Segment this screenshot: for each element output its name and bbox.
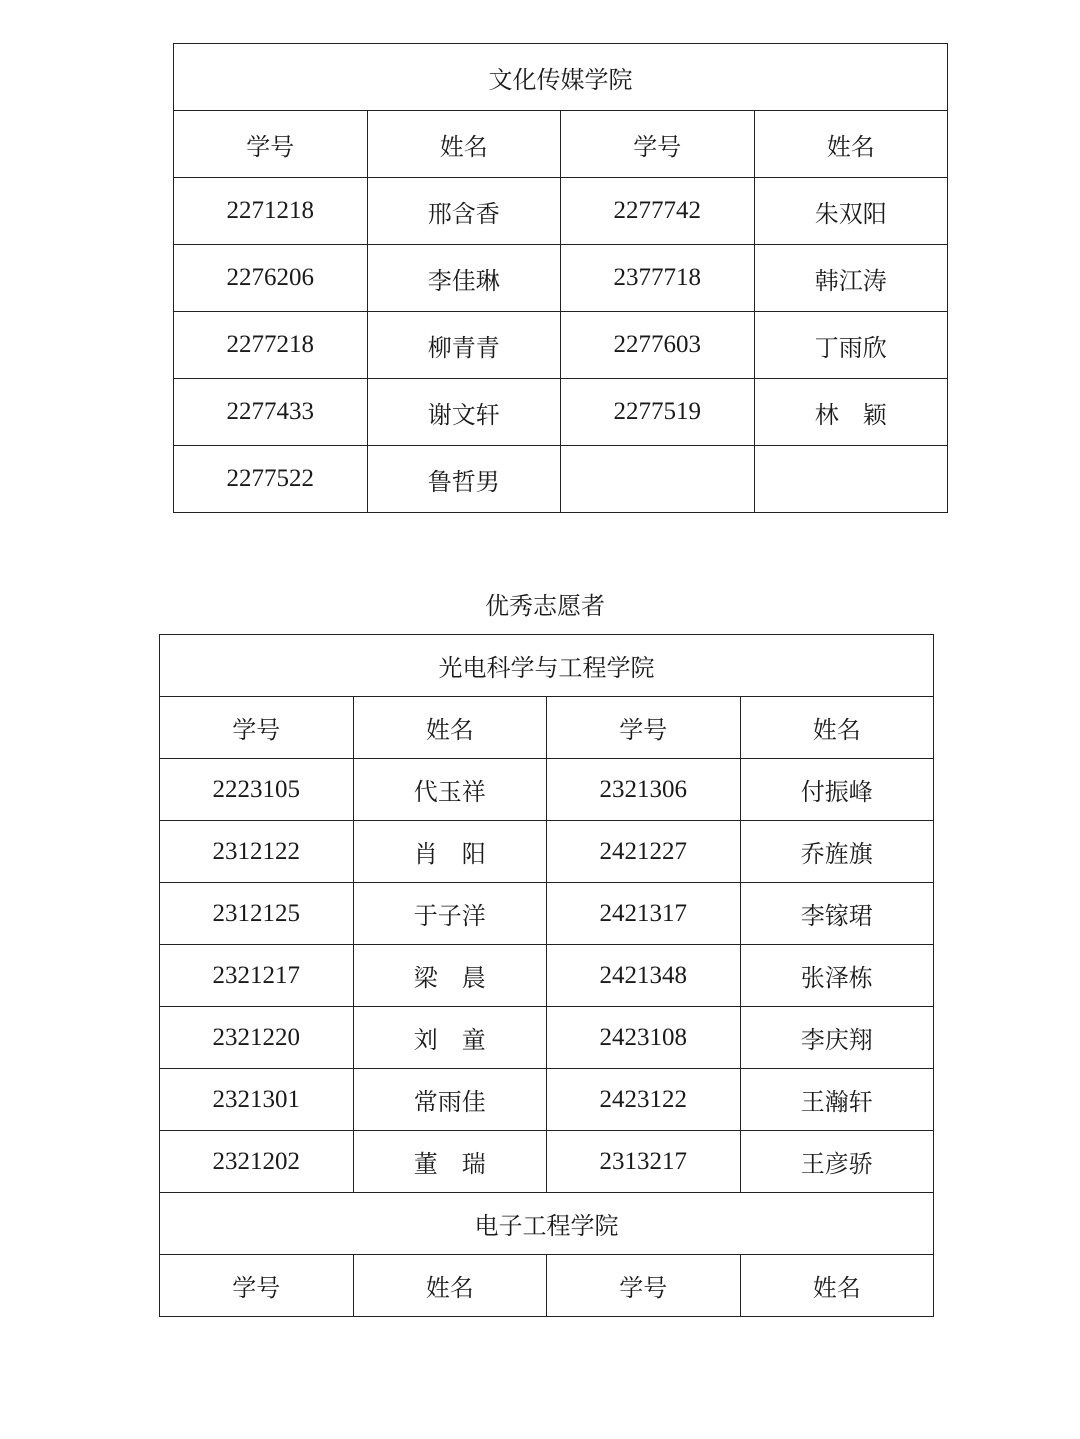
student-name: 邢含香 [367,178,561,245]
student-id: 2276206 [174,245,368,312]
student-name: 付振峰 [740,759,934,821]
header-row [174,111,948,178]
student-id: 2321220 [160,1007,354,1069]
table-row [160,945,934,1007]
college-name: 电子工程学院 [160,1193,934,1255]
table-row [160,1007,934,1069]
student-id: 2271218 [174,178,368,245]
table-row [174,245,948,312]
student-id: 2312125 [160,883,354,945]
student-id: 2423108 [547,1007,741,1069]
student-name: 朱双阳 [754,178,948,245]
header-cell: 姓名 [740,697,934,759]
student-name: 柳青青 [367,312,561,379]
table-row [160,1069,934,1131]
header-cell: 姓名 [353,697,547,759]
student-name: 丁雨欣 [754,312,948,379]
student-id: 2277603 [561,312,755,379]
student-name: 李佳琳 [367,245,561,312]
header-cell: 姓名 [754,111,948,178]
table-row [174,379,948,446]
header-cell: 学号 [174,111,368,178]
college-row [160,1193,934,1255]
empty-cell [754,446,948,513]
student-id: 2423122 [547,1069,741,1131]
student-id: 2277519 [561,379,755,446]
college-row [174,44,948,111]
student-id: 2277522 [174,446,368,513]
header-cell: 学号 [547,697,741,759]
student-id: 2321301 [160,1069,354,1131]
table-row [160,759,934,821]
student-id: 2277742 [561,178,755,245]
student-name: 乔旌旗 [740,821,934,883]
header-cell: 姓名 [353,1255,547,1317]
student-id: 2421348 [547,945,741,1007]
student-name: 谢文轩 [367,379,561,446]
student-name: 梁 晨 [353,945,547,1007]
student-name: 代玉祥 [353,759,547,821]
student-id: 2223105 [160,759,354,821]
student-id: 2377718 [561,245,755,312]
student-name: 韩江涛 [754,245,948,312]
college-name: 光电科学与工程学院 [160,635,934,697]
student-id: 2321306 [547,759,741,821]
student-id: 2421227 [547,821,741,883]
section-title: 优秀志愿者 [485,592,605,620]
student-id: 2313217 [547,1131,741,1193]
student-id: 2321217 [160,945,354,1007]
table-row [174,312,948,379]
wenhua-table [173,43,948,513]
header-cell: 姓名 [367,111,561,178]
student-name: 董 瑞 [353,1131,547,1193]
header-cell: 学号 [160,1255,354,1317]
header-cell: 学号 [160,697,354,759]
table-row [174,178,948,245]
student-name: 于子洋 [353,883,547,945]
student-name: 林 颖 [754,379,948,446]
student-name: 王瀚轩 [740,1069,934,1131]
header-cell: 学号 [561,111,755,178]
header-cell: 学号 [547,1255,741,1317]
header-row [160,1255,934,1317]
college-row [160,635,934,697]
student-name: 李镓珺 [740,883,934,945]
student-name: 鲁哲男 [367,446,561,513]
guangdian-table [159,634,934,1317]
header-cell: 姓名 [740,1255,934,1317]
student-id: 2277218 [174,312,368,379]
student-id: 2312122 [160,821,354,883]
student-id: 2277433 [174,379,368,446]
student-id: 2421317 [547,883,741,945]
table-row [174,446,948,513]
table-row [160,883,934,945]
student-id: 2321202 [160,1131,354,1193]
student-name: 张泽栋 [740,945,934,1007]
student-name: 肖 阳 [353,821,547,883]
college-name: 文化传媒学院 [174,44,948,111]
table-row [160,1131,934,1193]
student-name: 李庆翔 [740,1007,934,1069]
empty-cell [561,446,755,513]
student-name: 刘 童 [353,1007,547,1069]
student-name: 常雨佳 [353,1069,547,1131]
table-row [160,821,934,883]
header-row [160,697,934,759]
student-name: 王彦骄 [740,1131,934,1193]
